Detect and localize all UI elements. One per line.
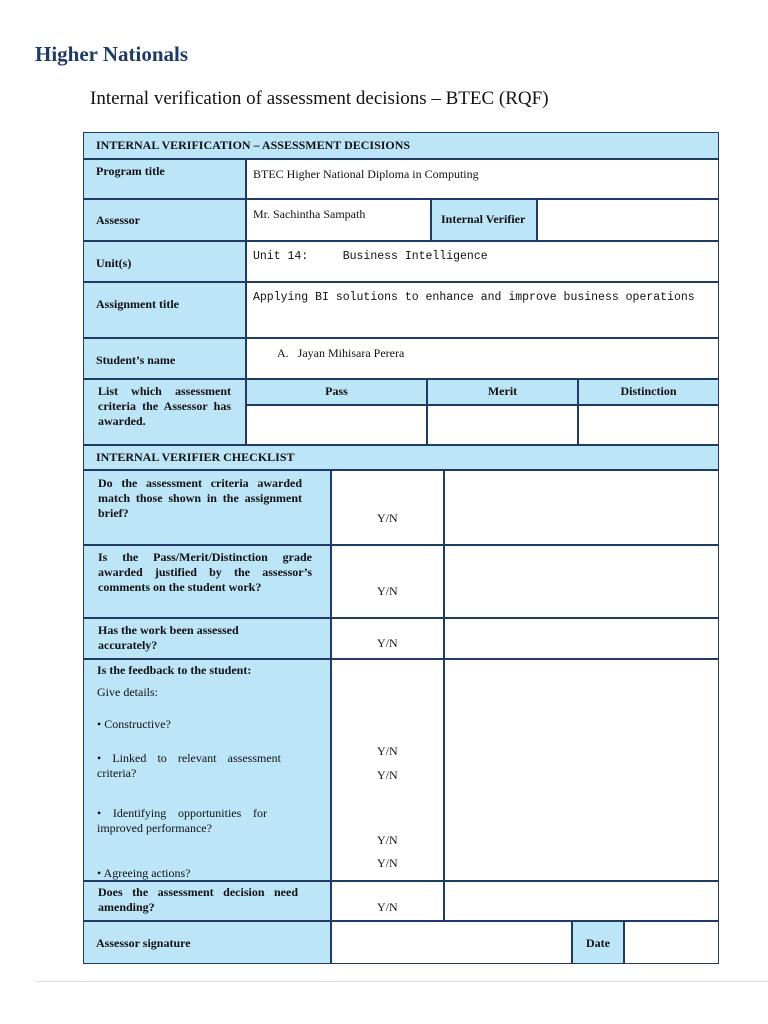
section-header-assessment-decisions: INTERNAL VERIFICATION – ASSESSMENT DECISIONS [83, 132, 719, 159]
question-criteria-match: Do the assessment criteria awarded match those shown in the assignment brief? [83, 470, 331, 545]
feedback-item-agreeing: • Agreeing actions? [97, 866, 191, 880]
assessor-label: Assessor [83, 199, 246, 241]
yn-agreeing[interactable]: Y/N [377, 856, 398, 870]
date-label: Date [572, 921, 624, 964]
yn-label: Y/N [377, 636, 398, 650]
feedback-item-opportunities: • Identifying opportunities for improved performance? [97, 806, 267, 835]
comment-decision-amending[interactable] [444, 881, 719, 921]
student-name-label: Student’s name [83, 338, 246, 379]
internal-verifier-label: Internal Verifier [431, 199, 537, 241]
program-title-label: Program title [83, 159, 246, 199]
feedback-item-constructive: • Constructive? [97, 717, 171, 731]
assessor-signature-label: Assessor signature [83, 921, 331, 964]
page-subheading: Internal verification of assessment decisions – BTEC (RQF) [90, 88, 549, 109]
yn-label: Y/N [377, 900, 398, 914]
yn-linked[interactable]: Y/N [377, 768, 398, 782]
student-name-field[interactable] [246, 338, 719, 379]
program-title-value: BTEC Higher National Diploma in Computing [253, 167, 479, 181]
page-heading: Higher Nationals [35, 42, 189, 66]
distinction-header: Distinction [578, 379, 719, 405]
question-grade-justified: Is the Pass/Merit/Distinction grade awarded justified by the assessor’s comments on the student work? [83, 545, 331, 618]
student-name-value: A. Jayan Mihisara Perera [277, 346, 405, 360]
internal-verifier-field[interactable] [537, 199, 719, 241]
merit-header: Merit [427, 379, 578, 405]
feedback-question-label: Is the feedback to the student: [97, 663, 252, 677]
unit-field[interactable] [246, 241, 719, 282]
comment-criteria-match[interactable] [444, 470, 719, 545]
yn-constructive[interactable]: Y/N [377, 744, 398, 758]
comment-feedback[interactable] [444, 659, 719, 881]
assessor-signature-field[interactable] [331, 921, 572, 964]
date-field[interactable] [624, 921, 719, 964]
merit-criteria-field[interactable] [427, 405, 578, 445]
criteria-awarded-label: List which assessment criteria the Assessor has awarded. [83, 379, 246, 445]
assignment-title-field[interactable] [246, 282, 719, 338]
assessor-value: Mr. Sachintha Sampath [253, 207, 366, 221]
assessor-field[interactable] [246, 199, 431, 241]
yn-label: Y/N [377, 511, 398, 525]
program-title-field[interactable] [246, 159, 719, 199]
answer-grade-justified[interactable] [331, 545, 444, 618]
give-details-label: Give details: [97, 685, 158, 699]
answer-assessed-accurately[interactable] [331, 618, 444, 659]
comment-grade-justified[interactable] [444, 545, 719, 618]
unit-label: Unit(s) [83, 241, 246, 282]
question-decision-amending: Does the assessment decision need amending? [83, 881, 331, 921]
page-bottom-rule [35, 981, 768, 982]
question-assessed-accurately: Has the work been assessed accurately? [83, 618, 331, 659]
comment-assessed-accurately[interactable] [444, 618, 719, 659]
yn-label: Y/N [377, 584, 398, 598]
yn-opportunities[interactable]: Y/N [377, 833, 398, 847]
assignment-title-value: Applying BI solutions to enhance and improve business operations [253, 291, 695, 304]
pass-header: Pass [246, 379, 427, 405]
answer-criteria-match[interactable] [331, 470, 444, 545]
question-feedback [83, 659, 331, 881]
pass-criteria-field[interactable] [246, 405, 427, 445]
answer-feedback[interactable] [331, 659, 444, 881]
feedback-item-linked: • Linked to relevant assessment criteria? [97, 751, 281, 780]
answer-decision-amending[interactable] [331, 881, 444, 921]
distinction-criteria-field[interactable] [578, 405, 719, 445]
unit-value: Unit 14: Business Intelligence [253, 250, 488, 263]
assignment-title-label: Assignment title [83, 282, 246, 338]
section-header-verifier-checklist: INTERNAL VERIFIER CHECKLIST [83, 445, 719, 470]
